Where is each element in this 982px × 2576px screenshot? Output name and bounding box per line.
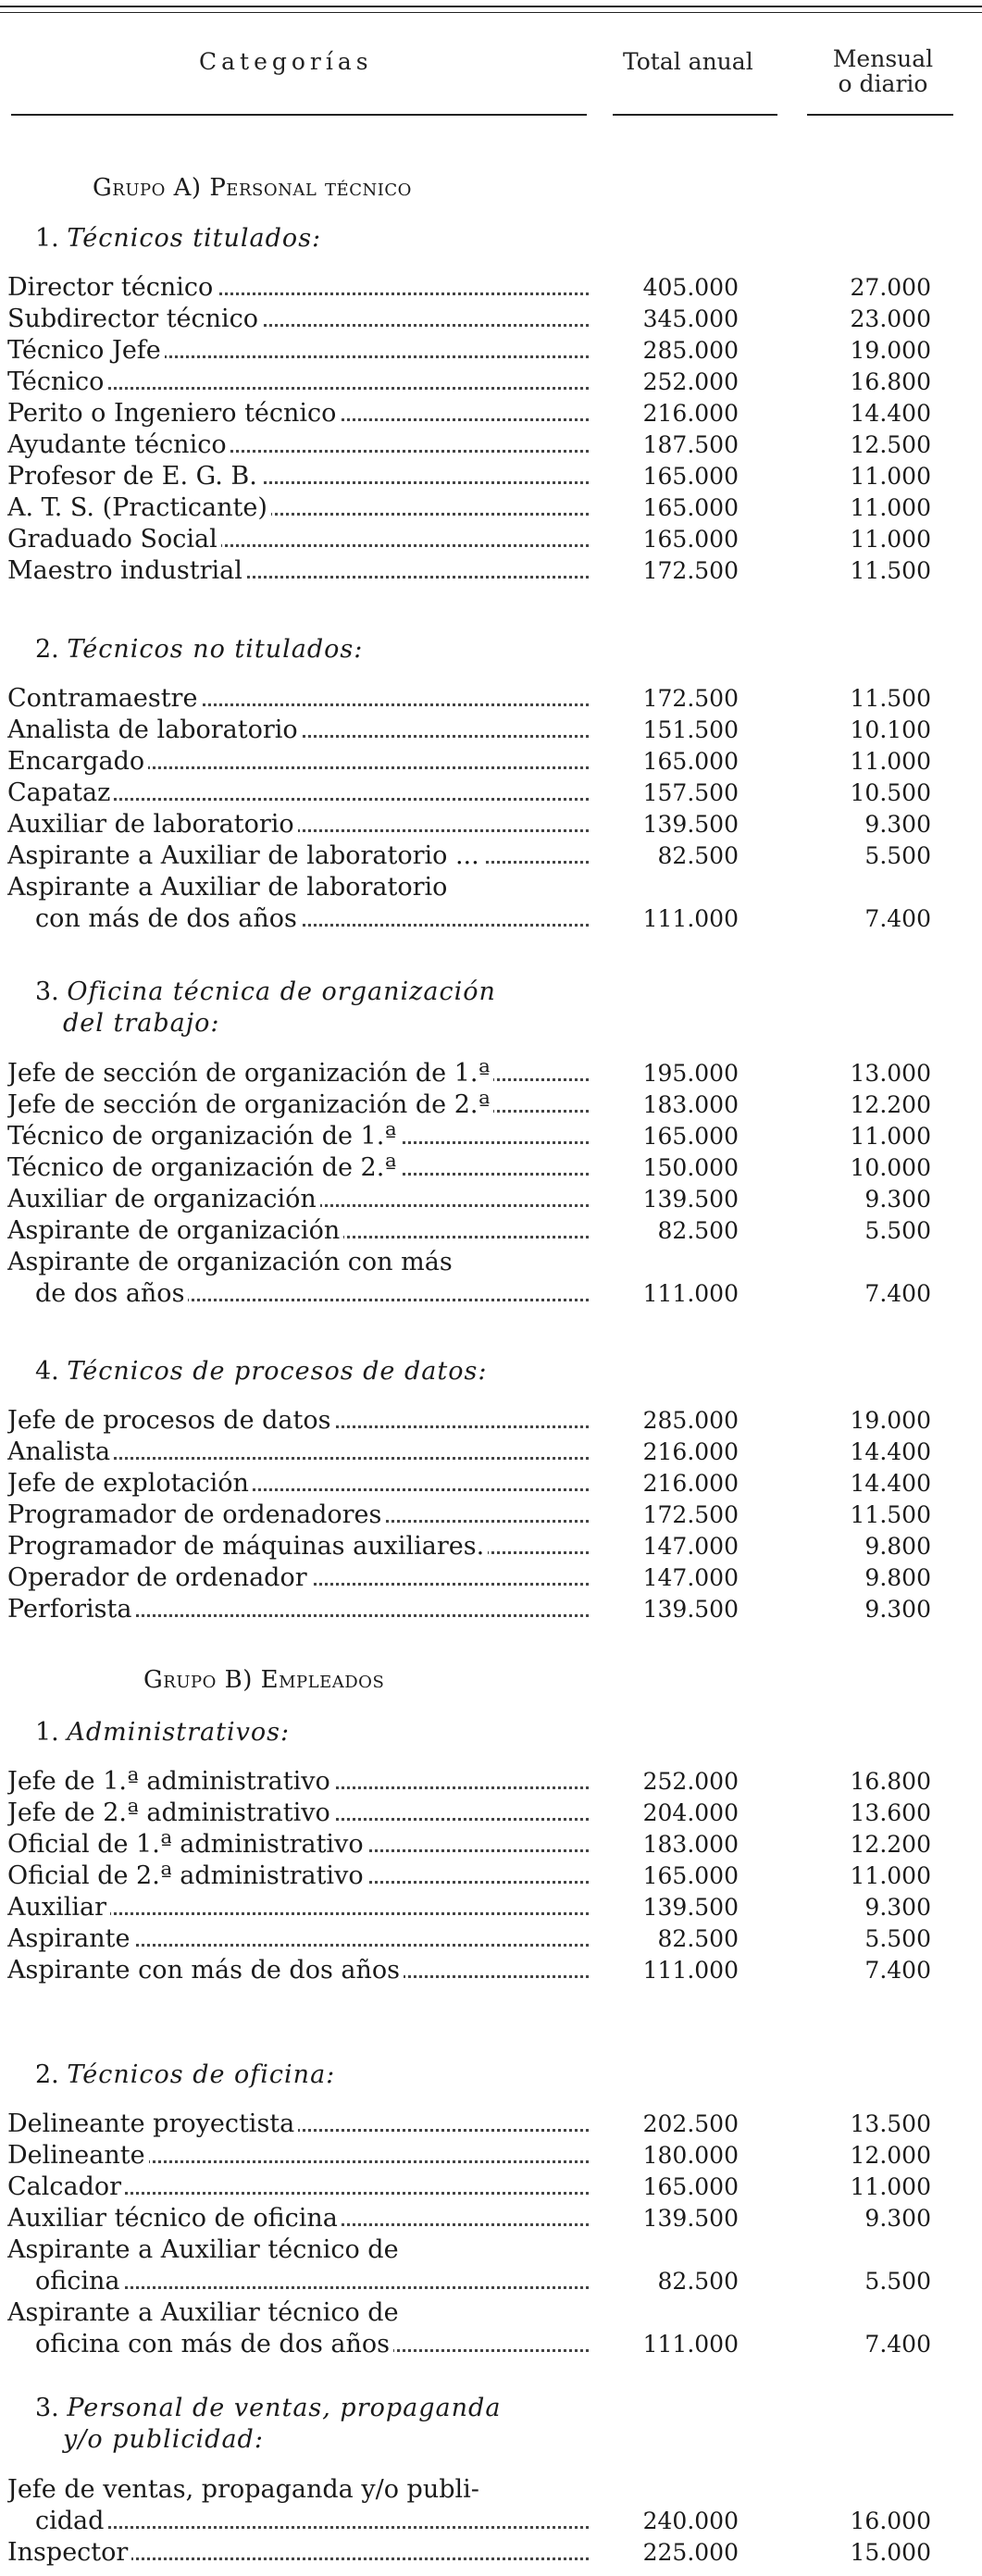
category-label <box>7 778 589 809</box>
table-row <box>0 524 982 555</box>
table-row <box>0 2172 982 2203</box>
monthly-value: 16.000 <box>850 2508 931 2534</box>
table-row <box>0 1594 982 1625</box>
table-row <box>0 2506 982 2537</box>
annual-total-value: 147.000 <box>642 1564 739 1591</box>
annual-total-value: 111.000 <box>642 2331 739 2358</box>
table-row <box>0 1860 982 1892</box>
table-row <box>0 367 982 398</box>
category-label <box>7 1594 589 1625</box>
group-label: Grupo A) <box>93 174 210 202</box>
table-row <box>0 461 982 492</box>
monthly-value: 5.500 <box>864 842 931 869</box>
category-label <box>7 461 589 492</box>
annual-total-value: 345.000 <box>642 305 739 332</box>
monthly-value: 5.500 <box>864 1217 931 1244</box>
category-text: Calcador <box>7 2172 125 2201</box>
table-row <box>0 2329 982 2360</box>
annual-total-value: 151.500 <box>642 716 739 743</box>
annual-total-value: 82.500 <box>657 2268 739 2295</box>
category-text: cidad <box>35 2507 107 2535</box>
table-row <box>0 1215 982 1247</box>
category-text: Técnico de organización de 1.ª <box>7 1122 400 1151</box>
monthly-value: 27.000 <box>850 274 931 301</box>
category-label <box>7 872 589 903</box>
category-label <box>7 398 589 429</box>
category-text: de dos años <box>35 1279 188 1308</box>
category-text: Aspirante a Auxiliar de laboratorio ... <box>7 841 483 870</box>
monthly-value: 11.500 <box>850 685 931 712</box>
category-text: Aspirante a Auxiliar técnico de <box>7 2235 403 2264</box>
monthly-value: 19.000 <box>850 1407 931 1434</box>
category-label <box>7 1215 589 1247</box>
annual-total-value: 157.500 <box>642 779 739 806</box>
table-row <box>0 872 982 903</box>
category-text: Técnico Jefe <box>7 336 165 365</box>
category-text: Aspirante con más de dos años <box>7 1956 404 1985</box>
table-row <box>0 1766 982 1798</box>
annual-total-value: 82.500 <box>657 1925 739 1952</box>
category-text: Aspirante <box>7 1924 134 1953</box>
annual-total-value: 195.000 <box>642 1060 739 1087</box>
category-text: Contramaestre <box>7 684 201 713</box>
category-text: Jefe de procesos de datos <box>7 1406 334 1435</box>
monthly-value: 10.100 <box>850 716 931 743</box>
annual-total-value: 183.000 <box>642 1831 739 1858</box>
section-number: 2. <box>35 2060 68 2089</box>
table-row <box>0 1278 982 1310</box>
table-row <box>0 1121 982 1152</box>
category-label <box>7 1860 589 1892</box>
monthly-value: 11.000 <box>850 1123 931 1150</box>
category-label <box>7 304 589 335</box>
category-label <box>35 2266 589 2297</box>
category-text: Director técnico <box>7 273 217 302</box>
table-row <box>0 2474 982 2506</box>
section-number: 1. <box>35 1718 68 1747</box>
annual-total-value: 180.000 <box>642 2142 739 2169</box>
section-heading <box>35 977 496 1039</box>
table-row <box>0 1923 982 1955</box>
category-text: Aspirante a Auxiliar técnico de <box>7 2298 403 2327</box>
section-number: 2. <box>35 635 68 664</box>
monthly-value: 11.000 <box>850 748 931 775</box>
category-label <box>7 1766 589 1798</box>
table-row <box>0 903 982 935</box>
annual-total-value: 216.000 <box>642 1470 739 1497</box>
section-number: 3. <box>35 977 68 1006</box>
annual-total-value: 405.000 <box>642 274 739 301</box>
column-header-total: Total anual <box>623 48 753 75</box>
category-label <box>7 429 589 461</box>
section-title: Personal de ventas, propaganda <box>67 2394 502 2422</box>
group-heading <box>143 1666 384 1694</box>
section-heading <box>35 1717 290 1748</box>
monthly-value: 12.200 <box>850 1091 931 1118</box>
table-row <box>0 683 982 715</box>
table-row <box>0 2140 982 2172</box>
annual-total-value: 165.000 <box>642 2173 739 2200</box>
monthly-value: 9.300 <box>864 1186 931 1213</box>
section-title-line <box>35 223 321 255</box>
category-text: Maestro industrial <box>7 556 246 585</box>
category-text: Jefe de sección de organización de 1.ª <box>7 1059 493 1088</box>
table-row <box>0 1152 982 1184</box>
category-label <box>7 555 589 587</box>
table-row <box>0 492 982 524</box>
annual-total-value: 111.000 <box>642 1280 739 1307</box>
section-title-line <box>35 2393 501 2424</box>
category-label <box>35 903 589 935</box>
category-text: Graduado Social <box>7 525 221 554</box>
category-label <box>7 2297 589 2329</box>
monthly-value: 9.300 <box>864 2205 931 2232</box>
table-row <box>0 1500 982 1531</box>
section-title-line <box>35 1008 496 1039</box>
section-title-line <box>35 1356 487 1388</box>
category-text: oficina con más de dos años <box>35 2330 393 2358</box>
table-row <box>0 1798 982 1829</box>
annual-total-value: 172.500 <box>642 1501 739 1528</box>
category-text: Perforista <box>7 1595 135 1624</box>
category-text: Aspirante a Auxiliar de laboratorio <box>7 873 451 902</box>
table-row <box>0 398 982 429</box>
section-heading <box>35 2060 335 2091</box>
table-row <box>0 840 982 872</box>
category-label <box>7 1437 589 1468</box>
monthly-value: 11.000 <box>850 2173 931 2200</box>
monthly-value: 7.400 <box>864 1280 931 1307</box>
monthly-value: 11.000 <box>850 494 931 521</box>
annual-total-value: 172.500 <box>642 557 739 584</box>
category-text: Auxiliar de laboratorio <box>7 810 298 839</box>
section-title: y/o publicidad: <box>63 2425 264 2454</box>
section-title-line <box>35 977 496 1008</box>
annual-total-value: 139.500 <box>642 1596 739 1623</box>
category-text: Auxiliar técnico de oficina <box>7 2204 342 2233</box>
annual-total-value: 165.000 <box>642 494 739 521</box>
monthly-value: 11.000 <box>850 526 931 553</box>
monthly-value: 13.600 <box>850 1799 931 1826</box>
category-label <box>7 367 589 398</box>
category-label <box>7 2203 589 2234</box>
monthly-value: 5.500 <box>864 2268 931 2295</box>
table-row <box>0 304 982 335</box>
monthly-value: 9.800 <box>864 1533 931 1560</box>
group-name: Personal técnico <box>209 174 412 202</box>
section-number: 3. <box>35 2394 68 2422</box>
section-title: Administrativos: <box>67 1718 291 1747</box>
monthly-value: 10.000 <box>850 1154 931 1181</box>
category-label <box>7 1152 589 1184</box>
section-heading <box>35 223 321 255</box>
table-row <box>0 1562 982 1594</box>
category-label <box>7 2474 589 2506</box>
category-text: Ayudante técnico <box>7 430 230 459</box>
table-row <box>0 2266 982 2297</box>
annual-total-value: 225.000 <box>642 2539 739 2566</box>
section-title: del trabajo: <box>63 1009 220 1038</box>
category-label <box>7 1562 589 1594</box>
annual-total-value: 183.000 <box>642 1091 739 1118</box>
table-row <box>0 2297 982 2329</box>
category-label <box>7 809 589 840</box>
monthly-value: 7.400 <box>864 2331 931 2358</box>
section-title: Técnicos no titulados: <box>67 635 364 664</box>
category-text: Capataz <box>7 778 114 807</box>
category-text: Analista <box>7 1437 114 1466</box>
category-text: Aspirante de organización <box>7 1216 343 1245</box>
category-label <box>7 1058 589 1089</box>
monthly-value: 9.300 <box>864 1596 931 1623</box>
table-row <box>0 1955 982 1986</box>
monthly-value: 13.000 <box>850 1060 931 1087</box>
annual-total-value: 187.500 <box>642 431 739 458</box>
monthly-value: 9.800 <box>864 1564 931 1591</box>
table-row <box>0 555 982 587</box>
annual-total-value: 165.000 <box>642 526 739 553</box>
monthly-value: 11.000 <box>850 463 931 490</box>
monthly-value: 7.400 <box>864 1957 931 1984</box>
category-text: Jefe de sección de organización de 2.ª <box>7 1090 493 1119</box>
category-label <box>7 1923 589 1955</box>
table-row <box>0 1829 982 1860</box>
column-header-monthly-line1: Mensual <box>832 45 934 72</box>
category-text: Perito o Ingeniero técnico <box>7 399 340 428</box>
category-label <box>7 1829 589 1860</box>
section-title: Técnicos titulados: <box>67 224 322 253</box>
section-title-line <box>35 634 363 666</box>
category-text: Oficial de 2.ª administrativo <box>7 1861 367 1890</box>
table-row <box>0 1405 982 1437</box>
section-heading <box>35 2393 501 2456</box>
category-text: A. T. S. (Practicante) <box>7 493 271 522</box>
category-text: Delineante proyectista <box>7 2109 298 2138</box>
table-row <box>0 1058 982 1089</box>
annual-total-value: 252.000 <box>642 368 739 395</box>
monthly-value: 11.000 <box>850 1862 931 1889</box>
section-title: Técnicos de procesos de datos: <box>67 1357 488 1386</box>
table-row <box>0 809 982 840</box>
section-title-line <box>35 1717 290 1748</box>
monthly-value: 14.400 <box>850 1438 931 1465</box>
category-text: Delineante <box>7 2141 149 2170</box>
category-label <box>35 2506 589 2537</box>
annual-total-value: 165.000 <box>642 463 739 490</box>
category-text: Jefe de explotación <box>7 1469 253 1498</box>
annual-total-value: 252.000 <box>642 1768 739 1795</box>
category-label <box>7 1121 589 1152</box>
category-label <box>7 1468 589 1500</box>
annual-total-value: 139.500 <box>642 1186 739 1213</box>
category-label <box>7 1405 589 1437</box>
category-text: Jefe de 2.ª administrativo <box>7 1798 334 1827</box>
category-label <box>7 335 589 367</box>
section-number: 1. <box>35 224 68 253</box>
table-row <box>0 746 982 778</box>
category-text: Encargado <box>7 747 148 776</box>
category-text: Auxiliar <box>7 1893 110 1922</box>
category-text: Jefe de 1.ª administrativo <box>7 1767 334 1796</box>
monthly-value: 13.500 <box>850 2110 931 2137</box>
monthly-value: 9.300 <box>864 811 931 838</box>
annual-total-value: 202.500 <box>642 2110 739 2137</box>
monthly-value: 7.400 <box>864 905 931 932</box>
table-row <box>0 1892 982 1923</box>
category-label <box>7 1089 589 1121</box>
table-row <box>0 778 982 809</box>
monthly-value: 14.400 <box>850 400 931 427</box>
group-name: Empleados <box>260 1666 385 1694</box>
annual-total-value: 172.500 <box>642 685 739 712</box>
annual-total-value: 165.000 <box>642 748 739 775</box>
table-row <box>0 429 982 461</box>
category-label <box>7 1892 589 1923</box>
category-text: Subdirector técnico <box>7 305 262 333</box>
table-row <box>0 2109 982 2140</box>
monthly-value: 9.300 <box>864 1894 931 1921</box>
monthly-value: 11.500 <box>850 1501 931 1528</box>
table-row <box>0 2537 982 2569</box>
section-title: Técnicos de oficina: <box>67 2060 336 2089</box>
category-text: Jefe de ventas, propaganda y/o publi- <box>7 2475 483 2504</box>
category-text: Técnico de organización de 2.ª <box>7 1153 400 1182</box>
category-label <box>7 492 589 524</box>
category-text: con más de dos años <box>35 904 301 933</box>
table-row <box>0 2234 982 2266</box>
annual-total-value: 139.500 <box>642 2205 739 2232</box>
category-label <box>7 715 589 746</box>
category-label <box>7 1531 589 1562</box>
table-row <box>0 1089 982 1121</box>
category-label <box>35 2329 589 2360</box>
category-text: Programador de ordenadores <box>7 1500 385 1529</box>
monthly-value: 19.000 <box>850 337 931 364</box>
table-row <box>0 2203 982 2234</box>
annual-total-value: 111.000 <box>642 905 739 932</box>
monthly-value: 15.000 <box>850 2539 931 2566</box>
annual-total-value: 165.000 <box>642 1123 739 1150</box>
category-label <box>7 1184 589 1215</box>
category-label <box>7 2537 589 2569</box>
annual-total-value: 285.000 <box>642 337 739 364</box>
group-label: Grupo B) <box>143 1666 261 1694</box>
section-number: 4. <box>35 1357 68 1386</box>
category-text: Operador de ordenador <box>7 1563 311 1592</box>
section-heading <box>35 1356 487 1388</box>
annual-total-value: 216.000 <box>642 400 739 427</box>
table-row <box>0 1531 982 1562</box>
monthly-value: 10.500 <box>850 779 931 806</box>
category-label <box>7 2140 589 2172</box>
category-label <box>7 2234 589 2266</box>
category-text: Programador de máquinas auxiliares. <box>7 1532 488 1561</box>
annual-total-value: 150.000 <box>642 1154 739 1181</box>
annual-total-value: 147.000 <box>642 1533 739 1560</box>
section-heading <box>35 634 363 666</box>
category-label <box>7 2109 589 2140</box>
category-text: Oficial de 1.ª administrativo <box>7 1830 367 1859</box>
category-label <box>7 1247 589 1278</box>
table-row <box>0 335 982 367</box>
annual-total-value: 139.500 <box>642 811 739 838</box>
monthly-value: 16.800 <box>850 368 931 395</box>
monthly-value: 14.400 <box>850 1470 931 1497</box>
annual-total-value: 111.000 <box>642 1957 739 1984</box>
section-title-line <box>35 2424 501 2456</box>
table-row <box>0 715 982 746</box>
category-text: oficina <box>35 2267 124 2296</box>
annual-total-value: 216.000 <box>642 1438 739 1465</box>
monthly-value: 12.500 <box>850 431 931 458</box>
table-row <box>0 1437 982 1468</box>
category-text: Aspirante de organización con más <box>7 1248 456 1276</box>
category-text: Auxiliar de organización <box>7 1185 320 1213</box>
table-row <box>0 1468 982 1500</box>
annual-total-value: 139.500 <box>642 1894 739 1921</box>
category-label <box>35 1278 589 1310</box>
annual-total-value: 285.000 <box>642 1407 739 1434</box>
category-text: Profesor de E. G. B. <box>7 462 261 491</box>
category-label <box>7 683 589 715</box>
category-label <box>7 1955 589 1986</box>
annual-total-value: 204.000 <box>642 1799 739 1826</box>
category-text: Inspector <box>7 2538 131 2567</box>
annual-total-value: 82.500 <box>657 1217 739 1244</box>
section-title: Oficina técnica de organización <box>67 977 496 1006</box>
category-label <box>7 840 589 872</box>
column-header-category: Categorías <box>199 48 373 75</box>
monthly-value: 12.200 <box>850 1831 931 1858</box>
monthly-value: 5.500 <box>864 1925 931 1952</box>
group-heading <box>93 174 412 202</box>
category-label <box>7 2172 589 2203</box>
monthly-value: 16.800 <box>850 1768 931 1795</box>
monthly-value: 11.500 <box>850 557 931 584</box>
category-label <box>7 1500 589 1531</box>
column-header-monthly-line2: o diario <box>838 70 928 97</box>
table-row <box>0 1184 982 1215</box>
category-text: Técnico <box>7 367 107 396</box>
section-title-line <box>35 2060 335 2091</box>
category-label <box>7 524 589 555</box>
annual-total-value: 165.000 <box>642 1862 739 1889</box>
annual-total-value: 240.000 <box>642 2508 739 2534</box>
category-label <box>7 746 589 778</box>
category-label <box>7 272 589 304</box>
table-row <box>0 272 982 304</box>
table-row <box>0 1247 982 1278</box>
monthly-value: 23.000 <box>850 305 931 332</box>
category-text: Analista de laboratorio <box>7 716 302 744</box>
category-label <box>7 1798 589 1829</box>
monthly-value: 12.000 <box>850 2142 931 2169</box>
annual-total-value: 82.500 <box>657 842 739 869</box>
